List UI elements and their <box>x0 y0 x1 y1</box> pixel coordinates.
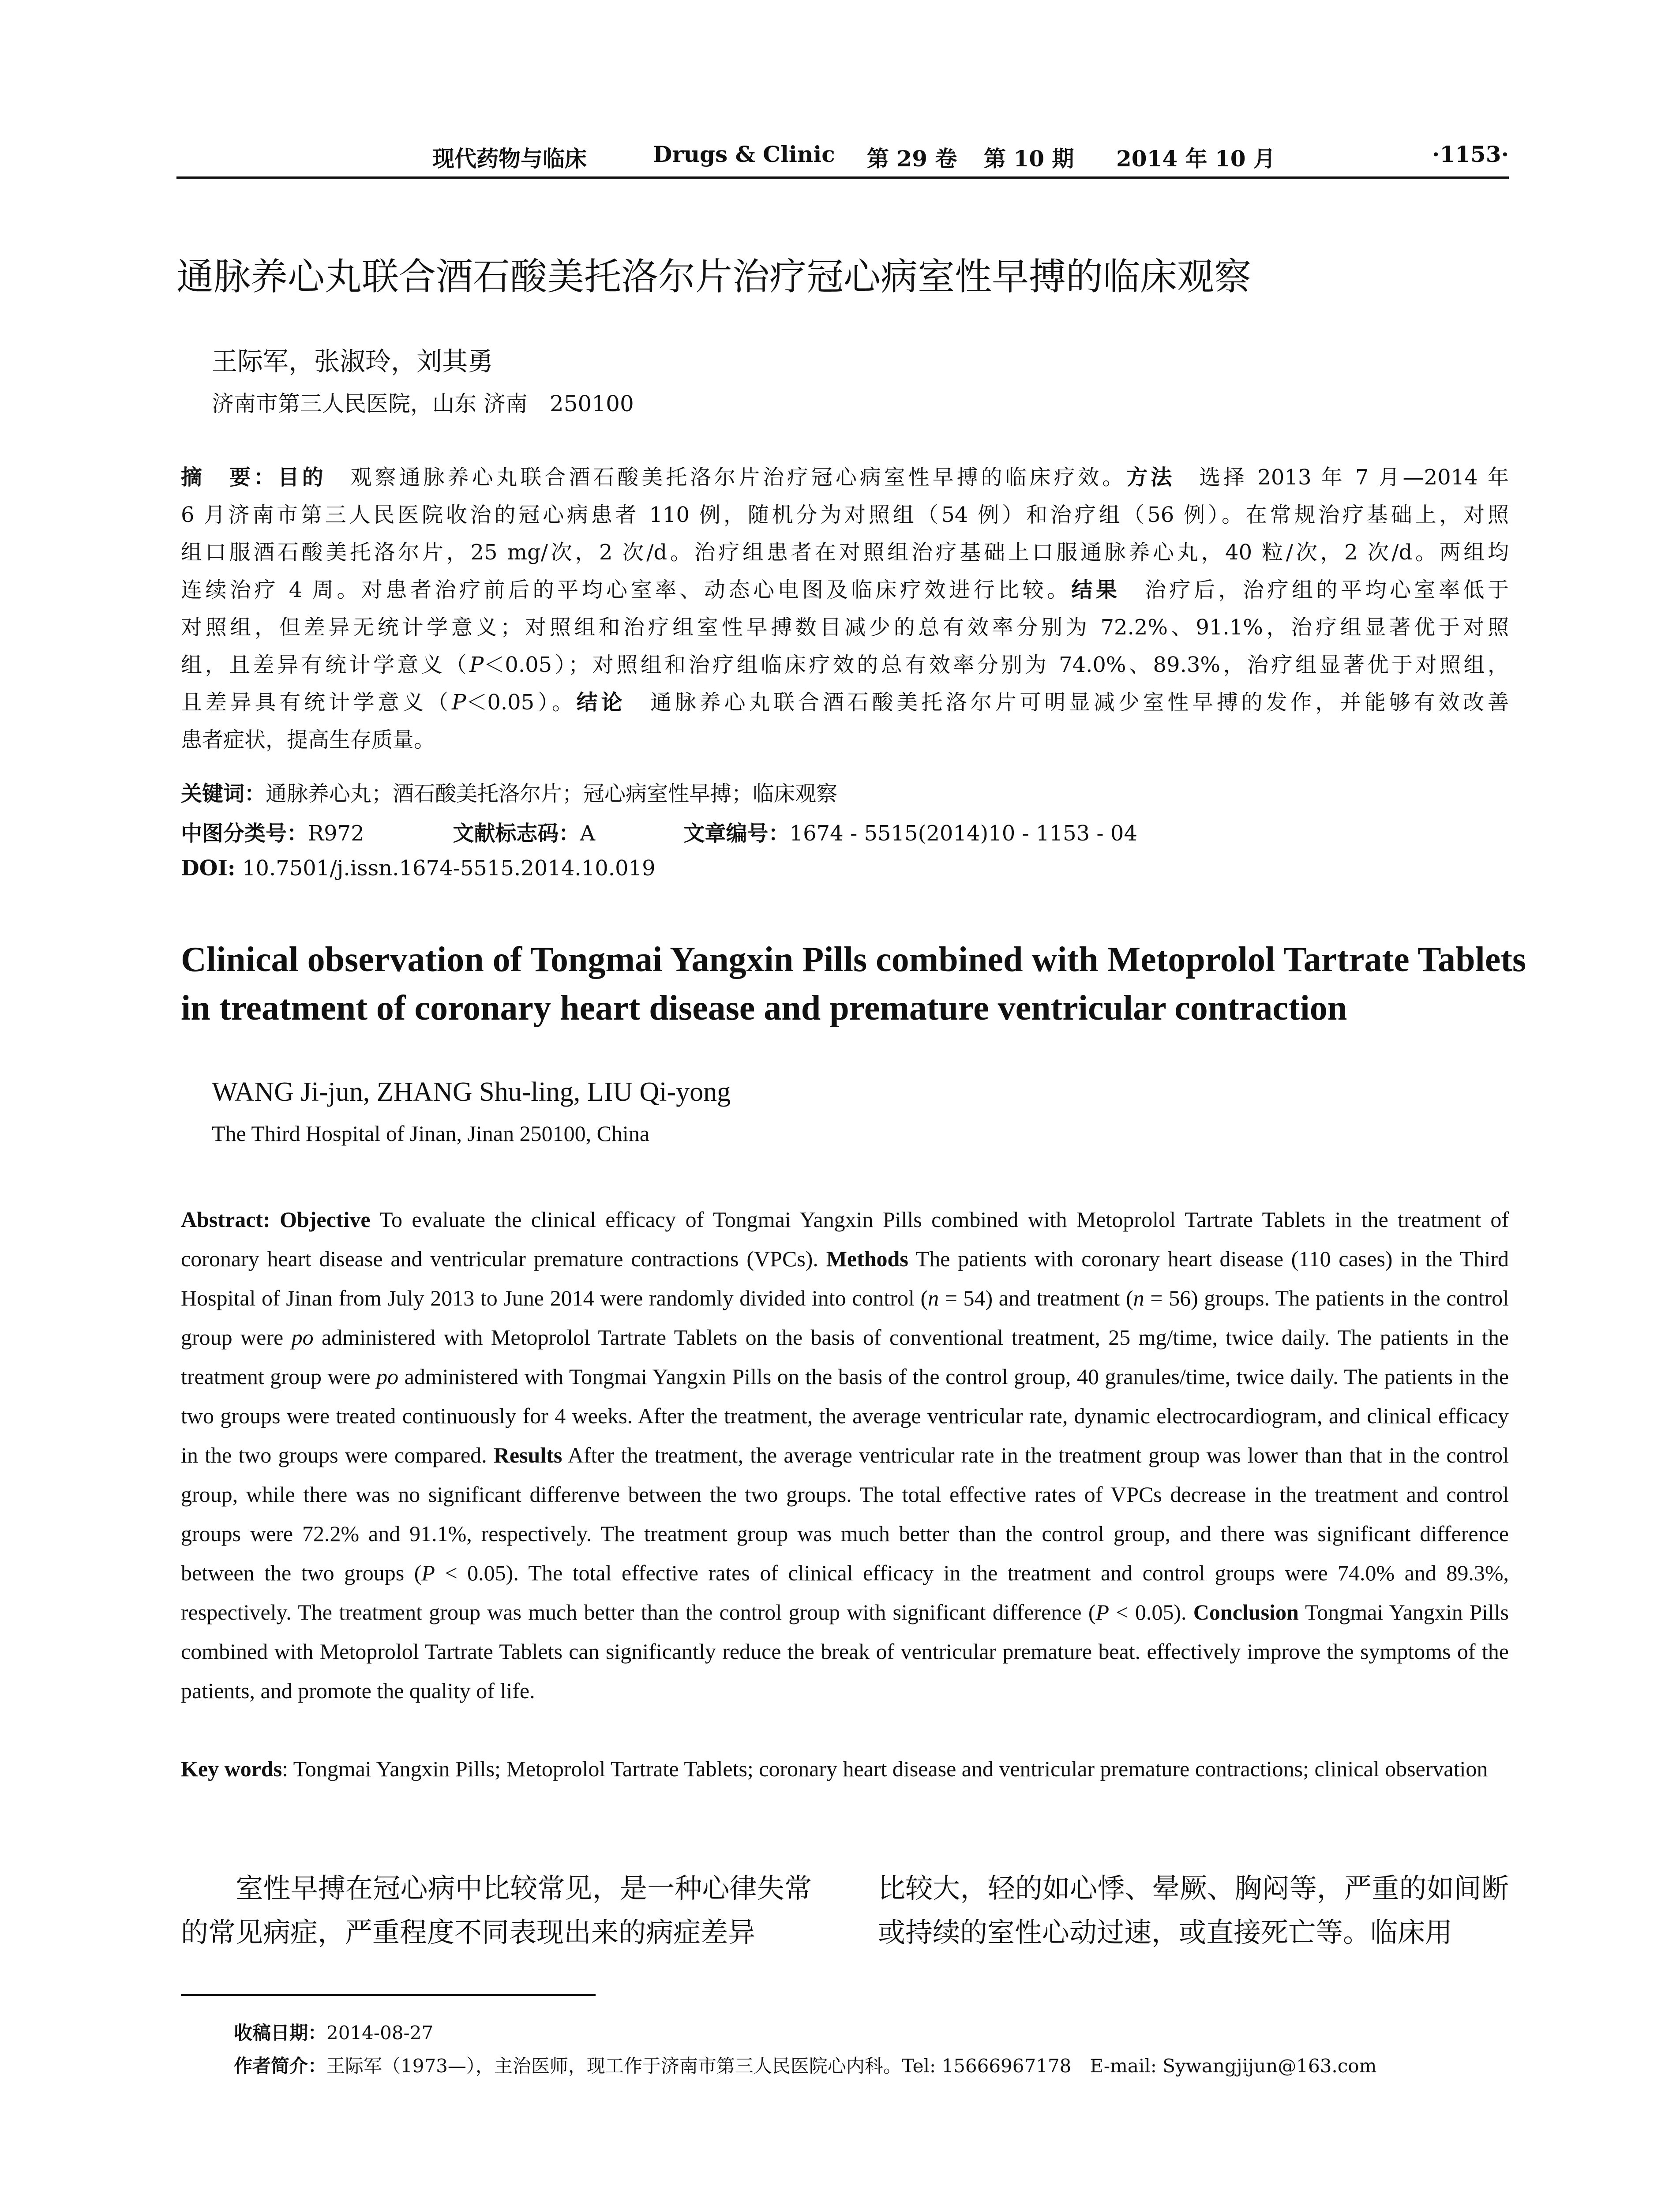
volume: 第 29 卷 <box>867 146 957 172</box>
issue-date: 2014 年 10 月 <box>1116 146 1275 172</box>
abstract-cn-run: 观察通脉养心丸联合酒石酸美托洛尔片治疗冠心病室性早搏的临床疗效。 <box>326 465 1127 490</box>
journal-name-cn: 现代药物与临床 <box>432 146 587 172</box>
abstract-cn-line <box>181 684 1509 721</box>
abstract-cn-run: ＜0.05）。 <box>466 690 577 715</box>
clc-label: 中图分类号： <box>181 821 308 846</box>
author-bio-label: 作者简介： <box>234 2055 327 2077</box>
doi-label: DOI: <box>181 856 236 881</box>
title-en: Clinical observation of Tongmai Yangxin Pills combined with Metoprolol Tartrate Tablets in treatment of coronary heart disease and premature ventricular contraction <box>181 940 1526 1028</box>
article-no-value: 1674 - 5515(2014)10 - 1153 - 04 <box>789 821 1137 846</box>
abstract-cn-run: ＜0.05）；对照组和治疗组临床疗效的总有效率分别为 74.0%、89.3%，治疗组显著优于对照组， <box>484 653 1509 677</box>
abstract-cn <box>181 459 1509 759</box>
keywords-cn-text: 通脉养心丸；酒石酸美托洛尔片；冠心病室性早搏；临床观察 <box>266 781 838 806</box>
abstract-cn-run: 结论 <box>576 690 626 715</box>
abstract-cn-run: 对照组，但差异无统计学意义；对照组和治疗组室性早搏数目减少的总有效率分别为 72.2%、91.1%，治疗组显著优于对照 <box>181 615 1509 640</box>
abstract-en-run: Methods <box>826 1246 908 1271</box>
abstract-cn-run: 组口服酒石酸美托洛尔片，25 mg/次，2 次/d。治疗组患者在对照组治疗基础上口服通脉养心丸，40 粒/次，2 次/d。两组均 <box>181 540 1509 565</box>
abstract-en-run: po <box>291 1325 314 1350</box>
journal-name-en: Drugs & Clinic <box>653 141 835 167</box>
keywords-en-text: : Tongmai Yangxin Pills; Metoprolol Tartrate Tablets; coronary heart disease and ventricular premature contractions; clinical observation <box>282 1756 1488 1781</box>
keywords-en-label: Key words <box>181 1756 282 1781</box>
abstract-cn-run: 治疗后，治疗组的平均心室率低于 <box>1120 578 1509 602</box>
running-header <box>176 141 1509 179</box>
abstract-cn-label: 摘 要： <box>181 465 278 490</box>
abstract-cn-run: 患者症状，提高生存质量。 <box>181 728 435 752</box>
keywords-en <box>181 1749 1509 1789</box>
abstract-en-run: = 54) and treatment ( <box>939 1286 1133 1310</box>
abstract-cn-run: P <box>469 653 484 677</box>
abstract-en-run: < 0.05). <box>1109 1600 1193 1624</box>
author-bio <box>234 2049 1376 2082</box>
abstract-cn-run: 方法 <box>1126 465 1175 490</box>
abstract-en-run: < 0.05). The total effective rates of clinical efficacy in the treatment and control groups were 74.0% and 89.3%, respectively. The treatment group was much better than the control group with significant difference ( <box>181 1561 1509 1624</box>
article-no-label: 文章编号： <box>683 821 790 846</box>
abstract-cn-line <box>181 609 1509 646</box>
body-column-right: 比较大，轻的如心悸、晕厥、胸闷等，严重的如间断或持续的室性心动过速，或直接死亡等。临床用 <box>878 1872 1509 1948</box>
abstract-cn-run: 通脉养心丸联合酒石酸美托洛尔片可明显减少室性早搏的发作，并能够有效改善 <box>626 690 1509 715</box>
clc-value: R972 <box>308 821 364 846</box>
abstract-cn-run: 组，且差异有统计学意义（ <box>181 653 470 677</box>
abstract-cn-run: 且差异具有统计学意义（ <box>181 690 452 715</box>
abstract-en-run: = 56) groups. The patients in the control group were <box>181 1286 1509 1350</box>
authors-cn: 王际军，张淑玲，刘其勇 <box>212 346 494 376</box>
abstract-cn-run: 结果 <box>1071 578 1121 602</box>
doi-value: 10.7501/j.issn.1674-5515.2014.10.019 <box>242 856 656 881</box>
abstract-en-run: To evaluate the clinical efficacy of Tongmai Yangxin Pills combined with Metoprolol Tartrate Tablets in the treatment of coronary heart disease and ventricular premature contractions (VPCs). <box>181 1207 1509 1271</box>
abstract-cn-line <box>181 534 1509 571</box>
abstract-en-run: After the treatment, the average ventricular rate in the treatment group was lower than that in the control group, while there was no significant differenve between the two groups. The total effective rates of VPCs decrease in the treatment and control groups were 72.2% and 91.1%, respectively. The treatment group was much better than the control group, and there was significant difference between the two groups ( <box>181 1443 1509 1585</box>
affiliation-en: The Third Hospital of Jinan, Jinan 250100, China <box>212 1121 650 1146</box>
author-bio-text: 王际军（1973—），主治医师，现工作于济南市第三人民医院心内科。Tel: 15666967178 E-mail: Sywangjijun@163.com <box>326 2055 1377 2077</box>
abstract-cn-line <box>181 721 1509 759</box>
footnote-divider <box>181 1994 596 1996</box>
abstract-en-run: Tongmai Yangxin Pills combined with Metoprolol Tartrate Tablets can significantly reduce the break of ventricular premature beat. effectively improve the symptoms of the patients, and promote the quality of life. <box>181 1600 1509 1703</box>
abstract-en-run: Results <box>493 1443 562 1467</box>
page-number: ·1153· <box>1432 141 1509 167</box>
abstract-en-run: n <box>1133 1286 1144 1310</box>
abstract-cn-line <box>181 646 1509 684</box>
abstract-en-run: The patients with coronary heart disease (110 cases) in the Third Hospital of Jinan from July 2013 to June 2014 were randomly divided into control ( <box>181 1246 1509 1310</box>
received-value: 2014-08-27 <box>326 2022 434 2044</box>
affiliation-cn: 济南市第三人民医院，山东 济南 250100 <box>212 391 634 416</box>
abstract-cn-line <box>181 571 1509 609</box>
keywords-cn <box>181 777 837 807</box>
body-column-left: 室性早搏在冠心病中比较常见，是一种心律失常的常见病症，严重程度不同表现出来的病症差异 <box>181 1872 812 1948</box>
classification-line <box>181 816 1137 847</box>
abstract-en-run: Abstract: Objective <box>181 1207 371 1232</box>
doi-line <box>181 856 656 881</box>
abstract-cn-run: P <box>452 690 466 715</box>
title-cn: 通脉养心丸联合酒石酸美托洛尔片治疗冠心病室性早搏的临床观察 <box>176 255 1252 298</box>
received-label: 收稿日期： <box>234 2022 327 2044</box>
abstract-cn-line <box>181 459 1509 496</box>
doc-code-value: A <box>580 821 595 846</box>
abstract-en <box>181 1200 1509 1711</box>
abstract-en-run: P <box>1095 1600 1110 1624</box>
abstract-en-run: po <box>376 1364 399 1389</box>
keywords-cn-label: 关键词： <box>181 781 266 806</box>
authors-en: WANG Ji-jun, ZHANG Shu-ling, LIU Qi-yong <box>212 1077 731 1107</box>
received-date <box>234 2016 1376 2049</box>
abstract-cn-run: 选择 2013 年 7 月—2014 年 <box>1175 465 1509 490</box>
abstract-en-run: administered with Tongmai Yangxin Pills on the basis of the control group, 40 granules/time, twice daily. The patients in the two groups were treated continuously for 4 weeks. After the treatment, the average ventricular rate, dynamic electrocardiogram, and clinical efficacy in the two groups were compared. <box>181 1364 1509 1467</box>
abstract-en-run: n <box>928 1286 939 1310</box>
abstract-cn-run: 目的 <box>278 465 326 490</box>
footnotes <box>234 2016 1376 2082</box>
abstract-en-run: P <box>421 1561 435 1585</box>
abstract-en-run: administered with Metoprolol Tartrate Tablets on the basis of conventional treatment, 25 mg/time, twice daily. The patients in the treatment group were <box>181 1325 1509 1389</box>
abstract-cn-line <box>181 496 1509 534</box>
abstract-cn-run: 6 月济南市第三人民医院收治的冠心病患者 110 例，随机分为对照组（54 例）和治疗组（56 例）。在常规治疗基础上，对照 <box>181 503 1509 527</box>
doc-code-label: 文献标志码： <box>453 821 580 846</box>
abstract-en-run: Conclusion <box>1193 1600 1299 1624</box>
abstract-cn-run: 连续治疗 4 周。对患者治疗前后的平均心室率、动态心电图及临床疗效进行比较。 <box>181 578 1072 602</box>
issue: 第 10 期 <box>984 146 1074 172</box>
